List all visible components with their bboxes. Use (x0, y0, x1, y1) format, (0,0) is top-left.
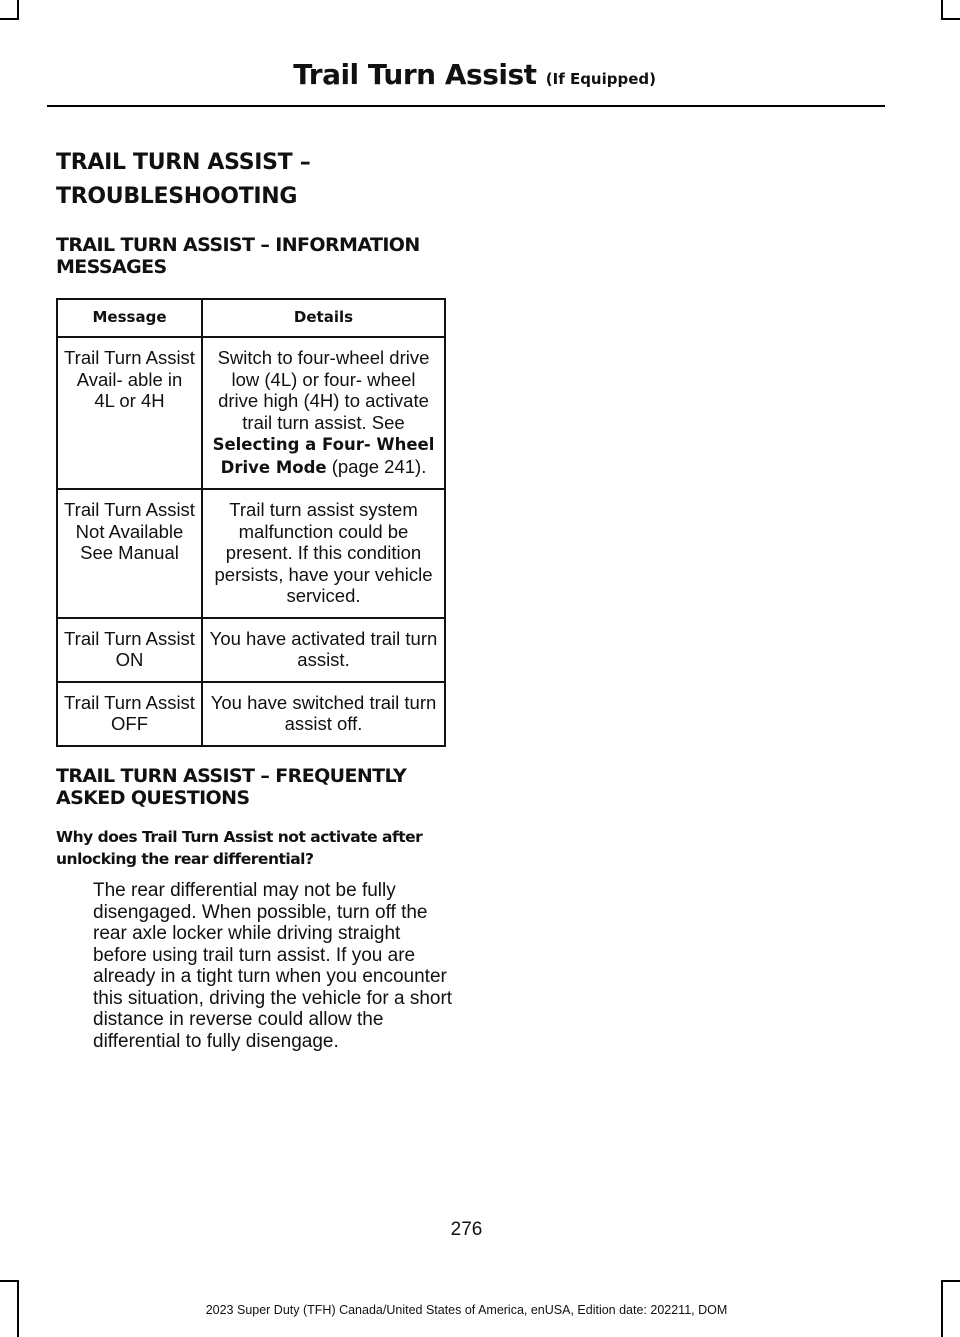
details-cell: You have activated trail turn assist. (202, 618, 445, 682)
crop-mark (941, 1280, 943, 1337)
footer-text: 2023 Super Duty (TFH) Canada/United States of America, enUSA, Edition date: 202211, DOM (205, 1303, 728, 1317)
crop-mark (0, 18, 19, 20)
column-header-details: Details (202, 299, 445, 337)
table-row (57, 489, 445, 618)
crop-mark (941, 18, 960, 20)
table-row (57, 618, 445, 682)
information-messages-table (56, 298, 446, 747)
faq-question: Why does Trail Turn Assist not activate after unlocking the rear differential? (56, 828, 423, 868)
message-cell: Trail Turn Assist Avail- able in 4L or 4H (57, 337, 202, 489)
header-title: Trail Turn Assist (293, 58, 537, 91)
message-cell: Trail Turn Assist Not Available See Manual (57, 489, 202, 618)
details-cell: You have switched trail turn assist off. (202, 682, 445, 746)
faq-heading: TRAIL TURN ASSIST – FREQUENTLY ASKED QUESTIONS (56, 765, 407, 809)
message-cell: Trail Turn Assist OFF (57, 682, 202, 746)
page-number: 276 (450, 1219, 483, 1240)
table-row (57, 682, 445, 746)
details-cell: Trail turn assist system malfunction could be present. If this condition persists, have your vehicle serviced. (202, 489, 445, 618)
crop-mark (17, 0, 19, 20)
faq-answer: The rear differential may not be fully disengaged. When possible, turn off the rear axle locker while driving straight before using trail turn assist. If you are already in a tight turn when you encounter this situation, driving the vehicle for a short distance in reverse could allow the differential to fully disengage. (93, 880, 453, 1052)
header-rule (47, 105, 885, 107)
crop-mark (941, 0, 943, 20)
details-text: Switch to four-wheel drive low (4L) or four- wheel drive high (4H) to activate trail turn assist. See (217, 347, 430, 433)
table-header-row (57, 299, 445, 337)
details-page-ref: (page 241). (326, 455, 427, 477)
details-cell (202, 337, 445, 489)
crop-mark (0, 1280, 19, 1282)
crop-mark (941, 1280, 960, 1282)
column-header-message: Message (57, 299, 202, 337)
section-title: TRAIL TURN ASSIST – TROUBLESHOOTING (56, 150, 311, 209)
cross-reference-link[interactable]: Selecting a Four- Wheel Drive Mode (212, 435, 435, 477)
message-cell: Trail Turn Assist ON (57, 618, 202, 682)
header-subtitle: (If Equipped) (545, 70, 656, 88)
messages-heading: TRAIL TURN ASSIST – INFORMATION MESSAGES (56, 234, 420, 278)
running-header (293, 58, 656, 91)
table-row (57, 337, 445, 489)
